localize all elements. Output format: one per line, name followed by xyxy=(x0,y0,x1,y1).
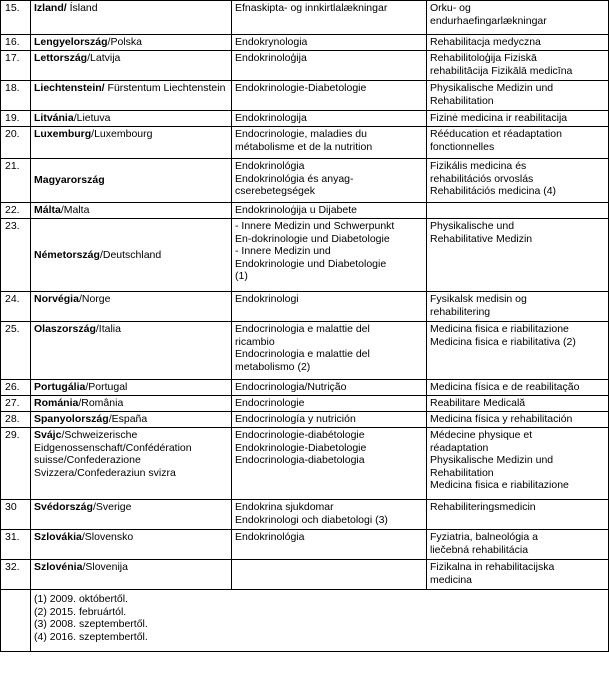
rehabilitation-cell xyxy=(427,322,609,380)
rehabilitation-line: Medicina física y rehabilitación xyxy=(430,413,573,425)
rehabilitation-line: Reabilitare Medicală xyxy=(430,397,526,409)
endocrinology-line: Endokrinologi xyxy=(235,293,299,305)
endocrinology-cell xyxy=(232,396,427,412)
endocrinology-line: Efnaskipta- og innkirtlalækningar xyxy=(235,2,388,14)
endocrinology-cell xyxy=(232,51,427,81)
country-cell xyxy=(31,81,232,111)
table-row xyxy=(1,219,609,292)
rehabilitation-cell xyxy=(427,380,609,396)
endocrinology-line: Endokrinologi och diabetologi (3) xyxy=(235,513,388,526)
endocrinology-cell xyxy=(232,203,427,219)
rehabilitation-line: rehabilitációs orvoslás xyxy=(430,172,534,185)
endocrinology-line: cserebetegségek xyxy=(235,185,315,197)
endocrinology-line: Endokrinologija xyxy=(235,112,307,124)
country-cell xyxy=(31,428,232,500)
row-number: 25. xyxy=(1,322,31,380)
endocrinology-cell xyxy=(232,159,427,203)
rehabilitation-line: Fizikális medicina és xyxy=(430,160,527,172)
endocrinology-line: - Innere Medizin und xyxy=(235,245,331,257)
footnote: (3) 2008. szeptembertől. xyxy=(34,618,148,630)
country-name-hungarian: Liechtenstein/ xyxy=(34,82,105,94)
rehabilitation-line: Rehabilitációs medicina (4) xyxy=(430,185,557,197)
endocrinology-line: Endocrinologia e malattie del xyxy=(235,323,370,335)
endocrinology-cell xyxy=(232,380,427,396)
footnotes-row xyxy=(1,590,609,652)
footnote: (4) 2016. szeptembertől. xyxy=(34,630,148,643)
endocrinology-line: Endocrinologia/Nutrição xyxy=(235,381,347,393)
table-row xyxy=(1,81,609,111)
country-cell xyxy=(31,127,232,159)
rehabilitation-line: Physikalische Medizin und xyxy=(430,454,554,466)
country-cell xyxy=(31,159,232,203)
country-cell xyxy=(31,530,232,560)
country-name-native: /Luxembourg xyxy=(91,128,153,140)
endocrinology-line: Endokrina sjukdomar xyxy=(235,501,334,513)
rehabilitation-line: Fizinė medicina ir reabilitacija xyxy=(430,112,568,124)
rehabilitation-line: Rehabilitation xyxy=(430,466,494,479)
endocrinology-cell xyxy=(232,412,427,428)
country-wrap xyxy=(34,220,228,290)
country-name-hungarian: Portugália xyxy=(34,381,86,393)
table-row xyxy=(1,380,609,396)
rehabilitation-cell xyxy=(427,203,609,219)
country-name-hungarian: Málta xyxy=(34,204,61,216)
country-name-hungarian: Izland/ xyxy=(34,2,67,14)
endocrinology-cell xyxy=(232,219,427,292)
country-name-hungarian: Románia xyxy=(34,397,79,409)
endocrinology-line: Endokrinologie und Diabetologie xyxy=(235,257,387,270)
row-number: 27. xyxy=(1,396,31,412)
endocrinology-line: Endokrynologia xyxy=(235,36,308,48)
endocrinology-line: Endocrinología y nutrición xyxy=(235,413,356,425)
table-row xyxy=(1,127,609,159)
table-row xyxy=(1,412,609,428)
country-cell xyxy=(31,51,232,81)
row-number: 16. xyxy=(1,35,31,51)
row-number: 17. xyxy=(1,51,31,81)
table-row xyxy=(1,322,609,380)
endocrinology-cell xyxy=(232,292,427,322)
footnotes-cell xyxy=(31,590,609,652)
country-name-native: Ísland xyxy=(66,2,98,14)
rehabilitation-line: rehabilitering xyxy=(430,305,491,318)
endocrinology-line: metabolismo (2) xyxy=(235,360,311,373)
rehabilitation-line: liečebná rehabilitácia xyxy=(430,543,529,556)
country-name-hungarian: Spanyolország xyxy=(34,413,109,425)
rehabilitation-cell xyxy=(427,1,609,35)
rehabilitation-line: Rehabiliteringsmedicin xyxy=(430,501,536,513)
country-cell xyxy=(31,1,232,35)
endocrinology-line: Endokrinologie-Diabetologie xyxy=(235,441,367,454)
table-row xyxy=(1,203,609,219)
country-name-hungarian: Szlovákia xyxy=(34,531,82,543)
row-number: 32. xyxy=(1,560,31,590)
country-name-hungarian: Norvégia xyxy=(34,293,79,305)
table-row xyxy=(1,35,609,51)
rehabilitation-line: Fizikalna in rehabilitacijska xyxy=(430,561,555,573)
row-number: 22. xyxy=(1,203,31,219)
endocrinology-cell xyxy=(232,127,427,159)
rehabilitation-line: Medicina fisica e riabilitazione xyxy=(430,323,569,335)
rehabilitation-cell xyxy=(427,292,609,322)
endocrinology-line: En-dokrinologie und Diabetologie xyxy=(235,232,390,245)
endocrinology-cell xyxy=(232,81,427,111)
row-number: 23. xyxy=(1,219,31,292)
rehabilitation-line: Medicina fisica e riabilitativa (2) xyxy=(430,335,576,348)
country-cell xyxy=(31,35,232,51)
row-number: 20. xyxy=(1,127,31,159)
rehabilitation-cell xyxy=(427,396,609,412)
endocrinology-cell xyxy=(232,35,427,51)
endocrinology-cell xyxy=(232,560,427,590)
table-row xyxy=(1,560,609,590)
country-cell xyxy=(31,380,232,396)
rehabilitation-line: Médecine physique et xyxy=(430,429,533,441)
endocrinology-cell xyxy=(232,111,427,127)
row-number: 24. xyxy=(1,292,31,322)
country-cell xyxy=(31,203,232,219)
rehabilitation-line: Physikalische und xyxy=(430,220,515,232)
endocrinology-line: Endokrinológia és anyag- xyxy=(235,172,354,185)
footnotes-spacer xyxy=(1,590,31,652)
rehabilitation-line: Physikalische Medizin und xyxy=(430,82,554,94)
rehabilitation-cell xyxy=(427,35,609,51)
table-row xyxy=(1,1,609,35)
country-name-native: /Polska xyxy=(107,36,142,48)
country-name-native: /Deutschland xyxy=(99,248,162,261)
rehabilitation-cell xyxy=(427,500,609,530)
rehabilitation-cell xyxy=(427,560,609,590)
row-number: 30 xyxy=(1,500,31,530)
footnote: (2) 2015. februártól. xyxy=(34,605,127,618)
rehabilitation-line: Rehabilitative Medizin xyxy=(430,232,533,245)
rehabilitation-line: rehabilitācija Fizikālā medicīna xyxy=(430,64,573,77)
country-name-hungarian: Szlovénia xyxy=(34,561,83,573)
endocrinology-line: Endokrinologie-Diabetologie xyxy=(235,82,367,94)
country-name-native: /Slovensko xyxy=(81,531,134,543)
rehabilitation-line: Fyziatria, balneológia a xyxy=(430,531,538,543)
rehabilitation-cell xyxy=(427,51,609,81)
country-name-hungarian: Olaszország xyxy=(34,323,96,335)
country-name-hungarian: Magyarország xyxy=(34,174,105,187)
endocrinology-line: Endocrinologia-diabetologia xyxy=(235,454,365,466)
endocrinology-line: Endokrinológia xyxy=(235,160,305,172)
country-name-hungarian: Svájc xyxy=(34,429,62,441)
rehabilitation-cell xyxy=(427,428,609,500)
row-number: 15. xyxy=(1,1,31,35)
endocrinology-line: ricambio xyxy=(235,335,275,348)
table-row xyxy=(1,396,609,412)
country-cell xyxy=(31,560,232,590)
endocrinology-line: Endocrinologie-diabétologie xyxy=(235,429,365,441)
endocrinology-line: Endocrinologia e malattie del xyxy=(235,348,370,360)
endocrinology-line: métabolisme et de la nutrition xyxy=(235,140,373,153)
country-name-native: /Latvija xyxy=(87,52,121,64)
country-name-hungarian: Lengyelország xyxy=(34,36,108,48)
rehabilitation-cell xyxy=(427,111,609,127)
rehabilitation-line: Rehabilitacja medyczna xyxy=(430,36,541,48)
table-row xyxy=(1,530,609,560)
country-name-hungarian: Svédország xyxy=(34,501,93,513)
country-name-native: Fürstentum Liechtenstein xyxy=(104,82,226,94)
table-row xyxy=(1,500,609,530)
table-body xyxy=(1,1,609,652)
rehabilitation-line: Rehabilitoloģija Fiziskā xyxy=(430,52,537,64)
country-name-native: /Norge xyxy=(78,293,111,305)
endocrinology-line: Endokrinoloģija xyxy=(235,52,307,64)
country-name xyxy=(34,249,161,262)
country-cell xyxy=(31,412,232,428)
country-cell xyxy=(31,396,232,412)
rehabilitation-line: Fysikalsk medisin og xyxy=(430,293,527,305)
table-row xyxy=(1,292,609,322)
table-row xyxy=(1,51,609,81)
country-cell xyxy=(31,292,232,322)
country-name-native: /Italia xyxy=(95,323,121,335)
rehabilitation-cell xyxy=(427,159,609,203)
rehabilitation-line: Medicina física e de reabilitação xyxy=(430,381,580,393)
country-name-hungarian: Luxemburg xyxy=(34,128,92,140)
table-row xyxy=(1,159,609,203)
rehabilitation-line: endurhaefingarlækningar xyxy=(430,14,547,27)
country-cell xyxy=(31,111,232,127)
endocrinology-cell xyxy=(232,530,427,560)
rehabilitation-cell xyxy=(427,81,609,111)
table-row xyxy=(1,428,609,500)
country-name-hungarian: Litvánia xyxy=(34,112,74,124)
country-name-hungarian: Németország xyxy=(34,248,100,261)
country-name-native: /Sverige xyxy=(92,501,132,513)
endocrinology-line: Endokrinoloġija u Dijabete xyxy=(235,204,357,216)
row-number: 19. xyxy=(1,111,31,127)
rehabilitation-line: Medicina fisica e riabilitazione xyxy=(430,479,569,491)
row-number: 28. xyxy=(1,412,31,428)
endocrinology-line: Endocrinologie xyxy=(235,397,305,409)
footnote: (1) 2009. októbertől. xyxy=(34,593,128,605)
endocrinology-cell xyxy=(232,500,427,530)
rehabilitation-line: fonctionnelles xyxy=(430,140,495,153)
country-name-native: /España xyxy=(108,413,148,425)
endocrinology-cell xyxy=(232,322,427,380)
rehabilitation-cell xyxy=(427,412,609,428)
endocrinology-cell xyxy=(232,1,427,35)
country-cell xyxy=(31,322,232,380)
endocrinology-line: Endokrinológia xyxy=(235,531,305,543)
country-wrap xyxy=(34,160,228,201)
rehabilitation-cell xyxy=(427,127,609,159)
country-name-native: /Slovenija xyxy=(82,561,128,573)
endocrinology-line: (1) xyxy=(235,270,248,282)
country-name xyxy=(34,174,105,187)
rehabilitation-cell xyxy=(427,530,609,560)
rehabilitation-line: Orku- og xyxy=(430,2,471,14)
row-number: 18. xyxy=(1,81,31,111)
rehabilitation-line: réadaptation xyxy=(430,441,489,454)
country-name-native: /Lietuva xyxy=(73,112,111,124)
rehabilitation-cell xyxy=(427,219,609,292)
country-name-native: /Portugal xyxy=(85,381,128,393)
endocrinology-cell xyxy=(232,428,427,500)
row-number: 31. xyxy=(1,530,31,560)
row-number: 26. xyxy=(1,380,31,396)
country-name-native: /România xyxy=(78,397,124,409)
table-row xyxy=(1,111,609,127)
rehabilitation-line: medicina xyxy=(430,573,473,586)
country-name-native: /Schweizerische Eidgenossenschaft/Confédération suisse/Confederazione Svizzera/Confederaziun svizra xyxy=(34,429,192,479)
country-name-native: /Malta xyxy=(60,204,90,216)
row-number: 29. xyxy=(1,428,31,500)
country-name-hungarian: Lettország xyxy=(34,52,88,64)
rehabilitation-line: Rééducation et réadaptation xyxy=(430,128,562,140)
country-cell xyxy=(31,219,232,292)
row-number: 21. xyxy=(1,159,31,203)
endocrinology-line: Endocrinologie, maladies du xyxy=(235,128,367,140)
country-cell xyxy=(31,500,232,530)
endocrinology-line: - Innere Medizin und Schwerpunkt xyxy=(235,220,395,232)
rehabilitation-line: Rehabilitation xyxy=(430,94,494,107)
